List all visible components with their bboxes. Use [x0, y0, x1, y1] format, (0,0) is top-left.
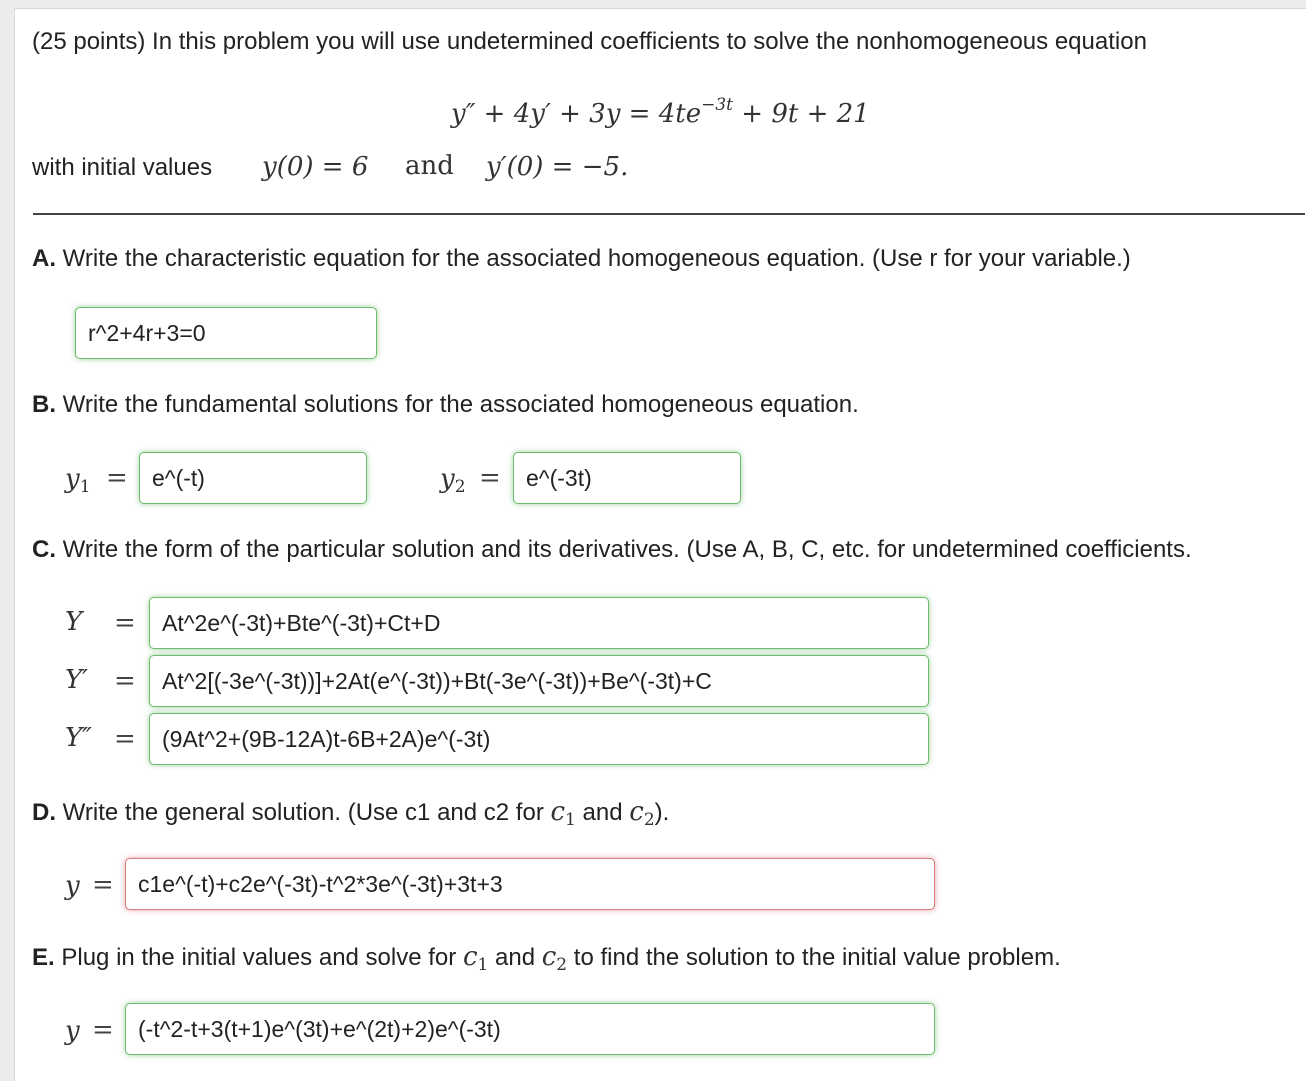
- general-solution-input[interactable]: c1e^(-t)+c2e^(-3t)-t^2*3e^(-3t)+3t+3: [125, 858, 935, 910]
- ivp-solution-equals: =: [92, 1015, 114, 1045]
- part-c-letter: C.: [32, 536, 56, 563]
- y1-equals: =: [106, 463, 128, 493]
- problem-intro: (25 points) In this problem you will use undetermined coefficients to solve the nonhomogeneous equation: [32, 28, 1147, 55]
- part-a-text: Write the characteristic equation for the associated homogeneous equation. (Use r for your variable.): [62, 245, 1131, 272]
- part-d-text: Write the general solution. (Use c1 and c2 for: [62, 799, 544, 826]
- part-d-c1: $c_1$: [550, 797, 576, 830]
- Y-input[interactable]: At^2e^(-3t)+Bte^(-3t)+Ct+D: [149, 597, 929, 649]
- initial-condition-1: y(0) = 6: [262, 152, 369, 182]
- Ypp-input[interactable]: (9At^2+(9B-12A)t-6B+2A)e^(-3t): [149, 713, 929, 765]
- Ypp-label: Y″: [65, 723, 92, 753]
- y1-label: $y_1$: [65, 464, 91, 497]
- section-divider: [33, 213, 1305, 215]
- part-b-letter: B.: [32, 391, 56, 418]
- ivp-solution-input[interactable]: (-t^2-t+3(t+1)e^(3t)+e^(2t)+2)e^(-3t): [125, 1003, 935, 1055]
- ode-equation: [451, 89, 870, 130]
- ivp-solution-label: y: [65, 1016, 80, 1046]
- Yp-input[interactable]: At^2[(-3e^(-3t))]+2At(e^(-3t))+Bt(-3e^(-3t))+Be^(-3t)+C: [149, 655, 929, 707]
- part-a-letter: A.: [32, 245, 56, 272]
- ode-exponent: −3t: [701, 95, 733, 115]
- general-solution-equals: =: [92, 870, 114, 900]
- part-a-input[interactable]: r^2+4r+3=0: [75, 307, 377, 359]
- part-c-text: Write the form of the particular solution and its derivatives. (Use A, B, C, etc. for undetermined coefficients.: [62, 536, 1192, 563]
- part-a-prompt: [32, 244, 1131, 274]
- y2-input[interactable]: e^(-3t): [513, 452, 741, 504]
- y2-equals: =: [479, 463, 501, 493]
- part-e-c2: $c_2$: [541, 942, 568, 975]
- y1-input[interactable]: e^(-t): [139, 452, 367, 504]
- y2-label: $y_2$: [440, 464, 466, 497]
- problem-panel: [14, 8, 1306, 1081]
- general-solution-label: y: [65, 871, 80, 901]
- part-d-prompt: D. Write the general solution. (Use c1 and c2 for $c_1$ and $c_2$).: [32, 797, 670, 830]
- ode-rhs: + 9t + 21: [733, 99, 870, 129]
- initial-and: and: [405, 151, 454, 181]
- initial-condition-2: y′(0) = −5.: [486, 152, 629, 182]
- part-e-letter: E.: [32, 944, 55, 971]
- part-b-text: Write the fundamental solutions for the associated homogeneous equation.: [62, 391, 859, 418]
- part-d-c2: $c_2$: [629, 797, 655, 830]
- part-d-letter: D.: [32, 799, 56, 826]
- initial-values-label: with initial values: [32, 154, 213, 181]
- part-e-prompt: E. Plug in the initial values and solve for $c_1$ and $c_2$ to find the solution to the initial value problem.: [32, 942, 1061, 975]
- part-e-text: Plug in the initial values and solve for: [61, 944, 457, 971]
- ode-lhs: y″ + 4y′ + 3y = 4te: [451, 99, 702, 129]
- Y-label: Y: [65, 607, 83, 637]
- part-b-prompt: [32, 390, 859, 420]
- Y-equals: =: [114, 608, 136, 638]
- part-e-c1: $c_1$: [462, 942, 489, 975]
- Ypp-equals: =: [114, 724, 136, 754]
- Yp-equals: =: [114, 666, 136, 696]
- part-c-prompt: [32, 535, 1192, 565]
- Yp-label: Y′: [65, 665, 89, 695]
